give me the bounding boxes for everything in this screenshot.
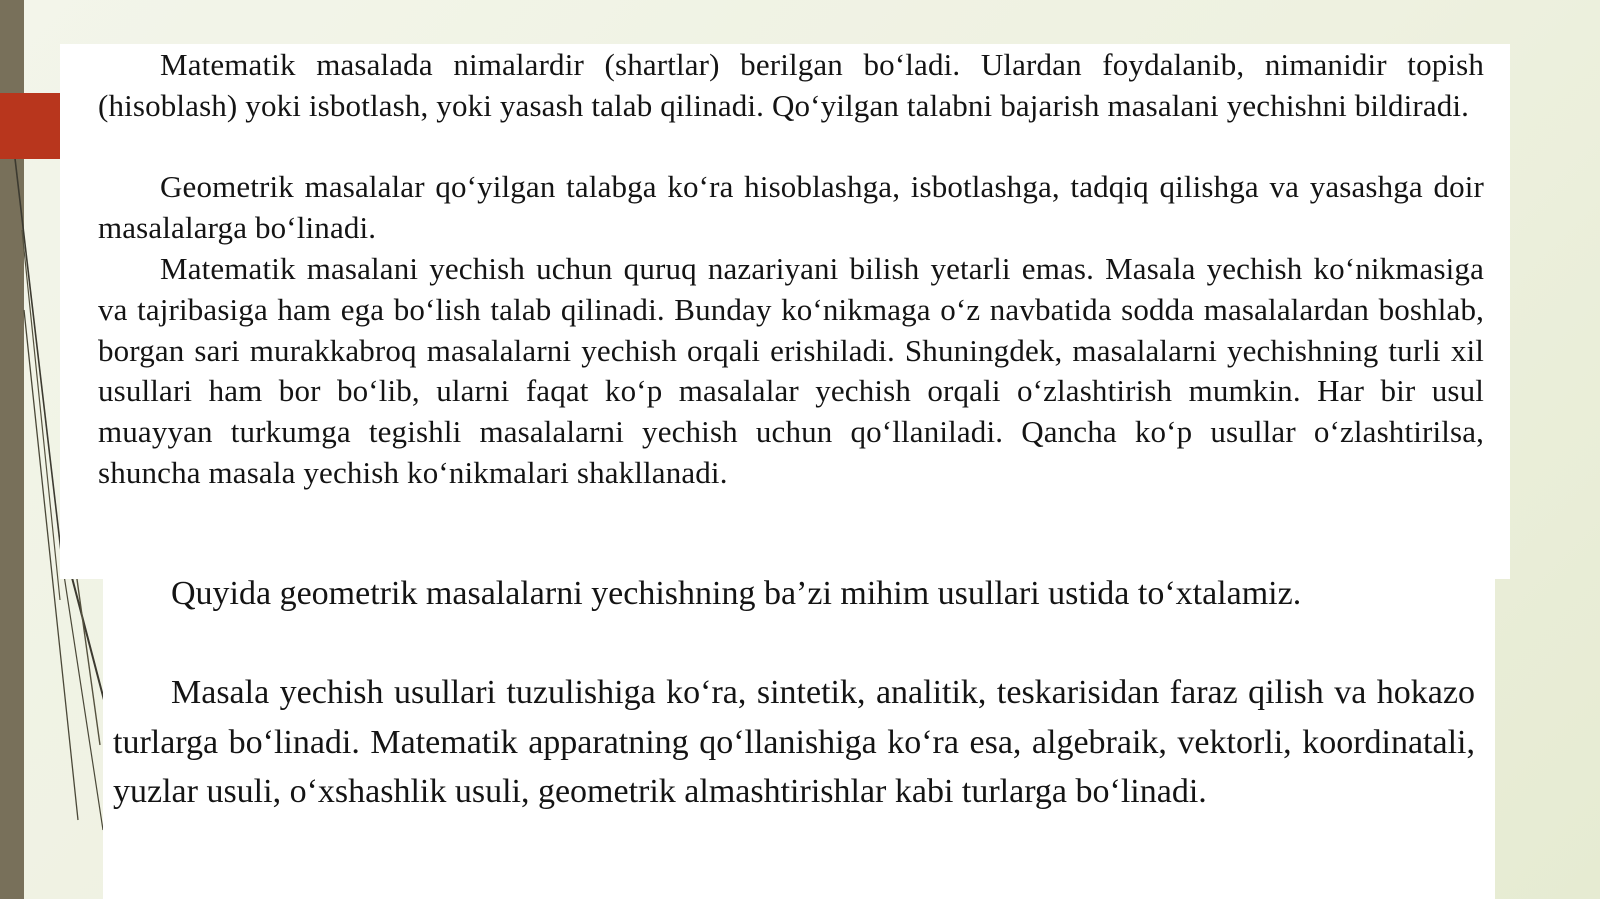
paragraph-geometric-problem-types: Geometrik masalalar qo‘yilgan talabga ko‘ra hisoblashga, isbotlashga, tadqiq qilishga va yasashga doir masalalarga bo‘linadi. (98, 169, 1484, 245)
accent-block (0, 93, 62, 159)
paragraph-method-classification: Masala yechish usullari tuzulishiga ko‘ra, sintetik, analitik, teskarisidan faraz qilish va hokazo turlarga bo‘linadi. Matematik apparatning qo‘llanishiga ko‘ra esa, algebraik, vektorli, koordinatali, yuzlar usuli, o‘xshashlik usuli, geometrik almashtirishlar kabi turlarga bo‘linadi. (113, 674, 1475, 810)
paragraph-problem-solving-skills: Matematik masalani yechish uchun quruq nazariyani bilish yetarli emas. Masala yechish ko‘nikmasiga va tajribasiga ham ega bo‘lish talab qilinadi. Bunday ko‘nikmaga o‘z navbatida sodda masalalardan boshlab, borgan sari murakkabroq masalalarni yechish orqali erishiladi. Shuningdek, masalalarni yechishning turli xil usullari ham bor bo‘lib, ularni faqat ko‘p masalalar yechish orqali o‘zlashtirish mumkin. Har bir usul muayyan turkumga tegishli masalalarni yechish uchun qo‘llaniladi. Qancha ko‘p usullar o‘zlashtirilsa, shuncha masala yechish ko‘nikmalari shakllanadi. (98, 251, 1484, 490)
paragraph-problem-definition: Matematik masalada nimalardir (shartlar) berilgan bo‘ladi. Ulardan foydalanib, nimanidir topish (hisoblash) yoki isbotlash, yoki yasash talab qilinadi. Qo‘yilgan talabni bajarish masalani yechishni bildiradi. (98, 47, 1484, 123)
text-panel-bottom (103, 575, 1495, 899)
text-panel-top (60, 44, 1510, 579)
paragraph-methods-intro: Quyida geometrik masalalarni yechishning ba’zi mihim usullari ustida to‘xtalamiz. (171, 575, 1302, 612)
